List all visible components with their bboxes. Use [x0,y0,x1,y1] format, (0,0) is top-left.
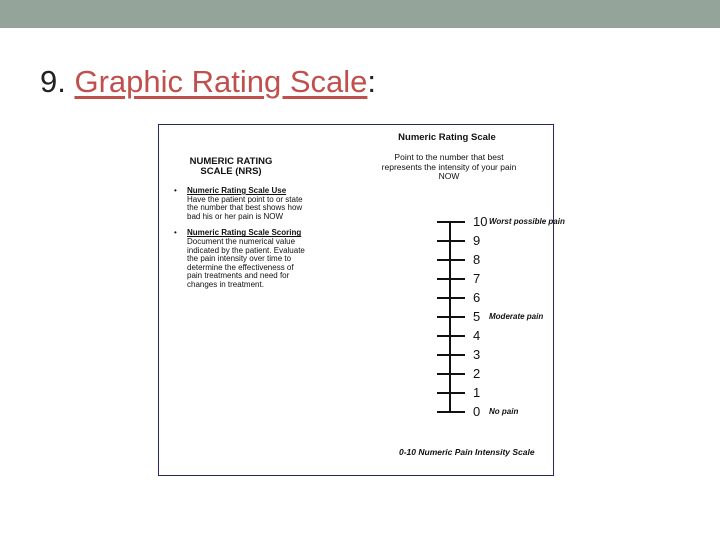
scale-number: 6 [473,290,481,305]
scale-tick [437,411,465,413]
scale-number: 5 [473,309,481,324]
nrs-right-title: Numeric Rating Scale [398,132,496,143]
scale-number: 8 [473,252,481,267]
bullet-dot-icon: • [174,228,177,238]
scale-number: 4 [473,328,481,343]
scale-label: No pain [489,407,519,416]
slide-number: 9. [40,64,66,99]
scale-caption: 0-10 Numeric Pain Intensity Scale [399,447,535,457]
scale-tick [437,354,465,356]
scale-tick [437,373,465,375]
bullet-dot-icon: • [174,186,177,195]
scale-number: 2 [473,366,481,381]
bullet-use-body: Have the patient point to or state the number that best shows how bad his or her pain is NOW [187,194,303,221]
title-colon: : [367,64,377,99]
bullet-use-head: Numeric Rating Scale Use [187,186,287,195]
top-bar [0,0,720,28]
scale-number: 9 [473,233,481,248]
nrs-bullet-list [171,187,307,298]
scale-number: 7 [473,271,481,286]
scale-tick [437,392,465,394]
bullet-scoring-head: Numeric Rating Scale Scoring [187,228,302,238]
scale-number: 1 [473,385,481,400]
graphic-rating-scale-link[interactable]: Graphic Rating Scale [74,64,368,99]
bullet-scoring-body: Document the numerical value indicated by the patient. Evaluate the pain intensity over time to determine the effectiveness of pain treatments and need for changes in treatment. [187,236,305,289]
scale-label: Moderate pain [489,312,544,321]
bullet-scoring [171,229,307,289]
nrs-left-title: NUMERIC RATING SCALE (NRS) [189,156,273,177]
scale-tick [437,278,465,280]
scale-tick [437,240,465,242]
scale-number: 0 [473,404,481,419]
nrs-figure [158,124,565,476]
nrs-instructions: Point to the number that best represents the intensity of your pain NOW [381,152,517,181]
slide-title [40,62,376,102]
scale-number: 3 [473,347,481,362]
scale-number: 10 [473,214,488,229]
scale-tick [437,297,465,299]
scale-tick [437,316,465,318]
scale-label: Worst possible pain [489,217,565,226]
scale-tick [437,221,465,223]
scale-tick [437,335,465,337]
scale-tick [437,259,465,261]
bullet-use [171,187,307,221]
